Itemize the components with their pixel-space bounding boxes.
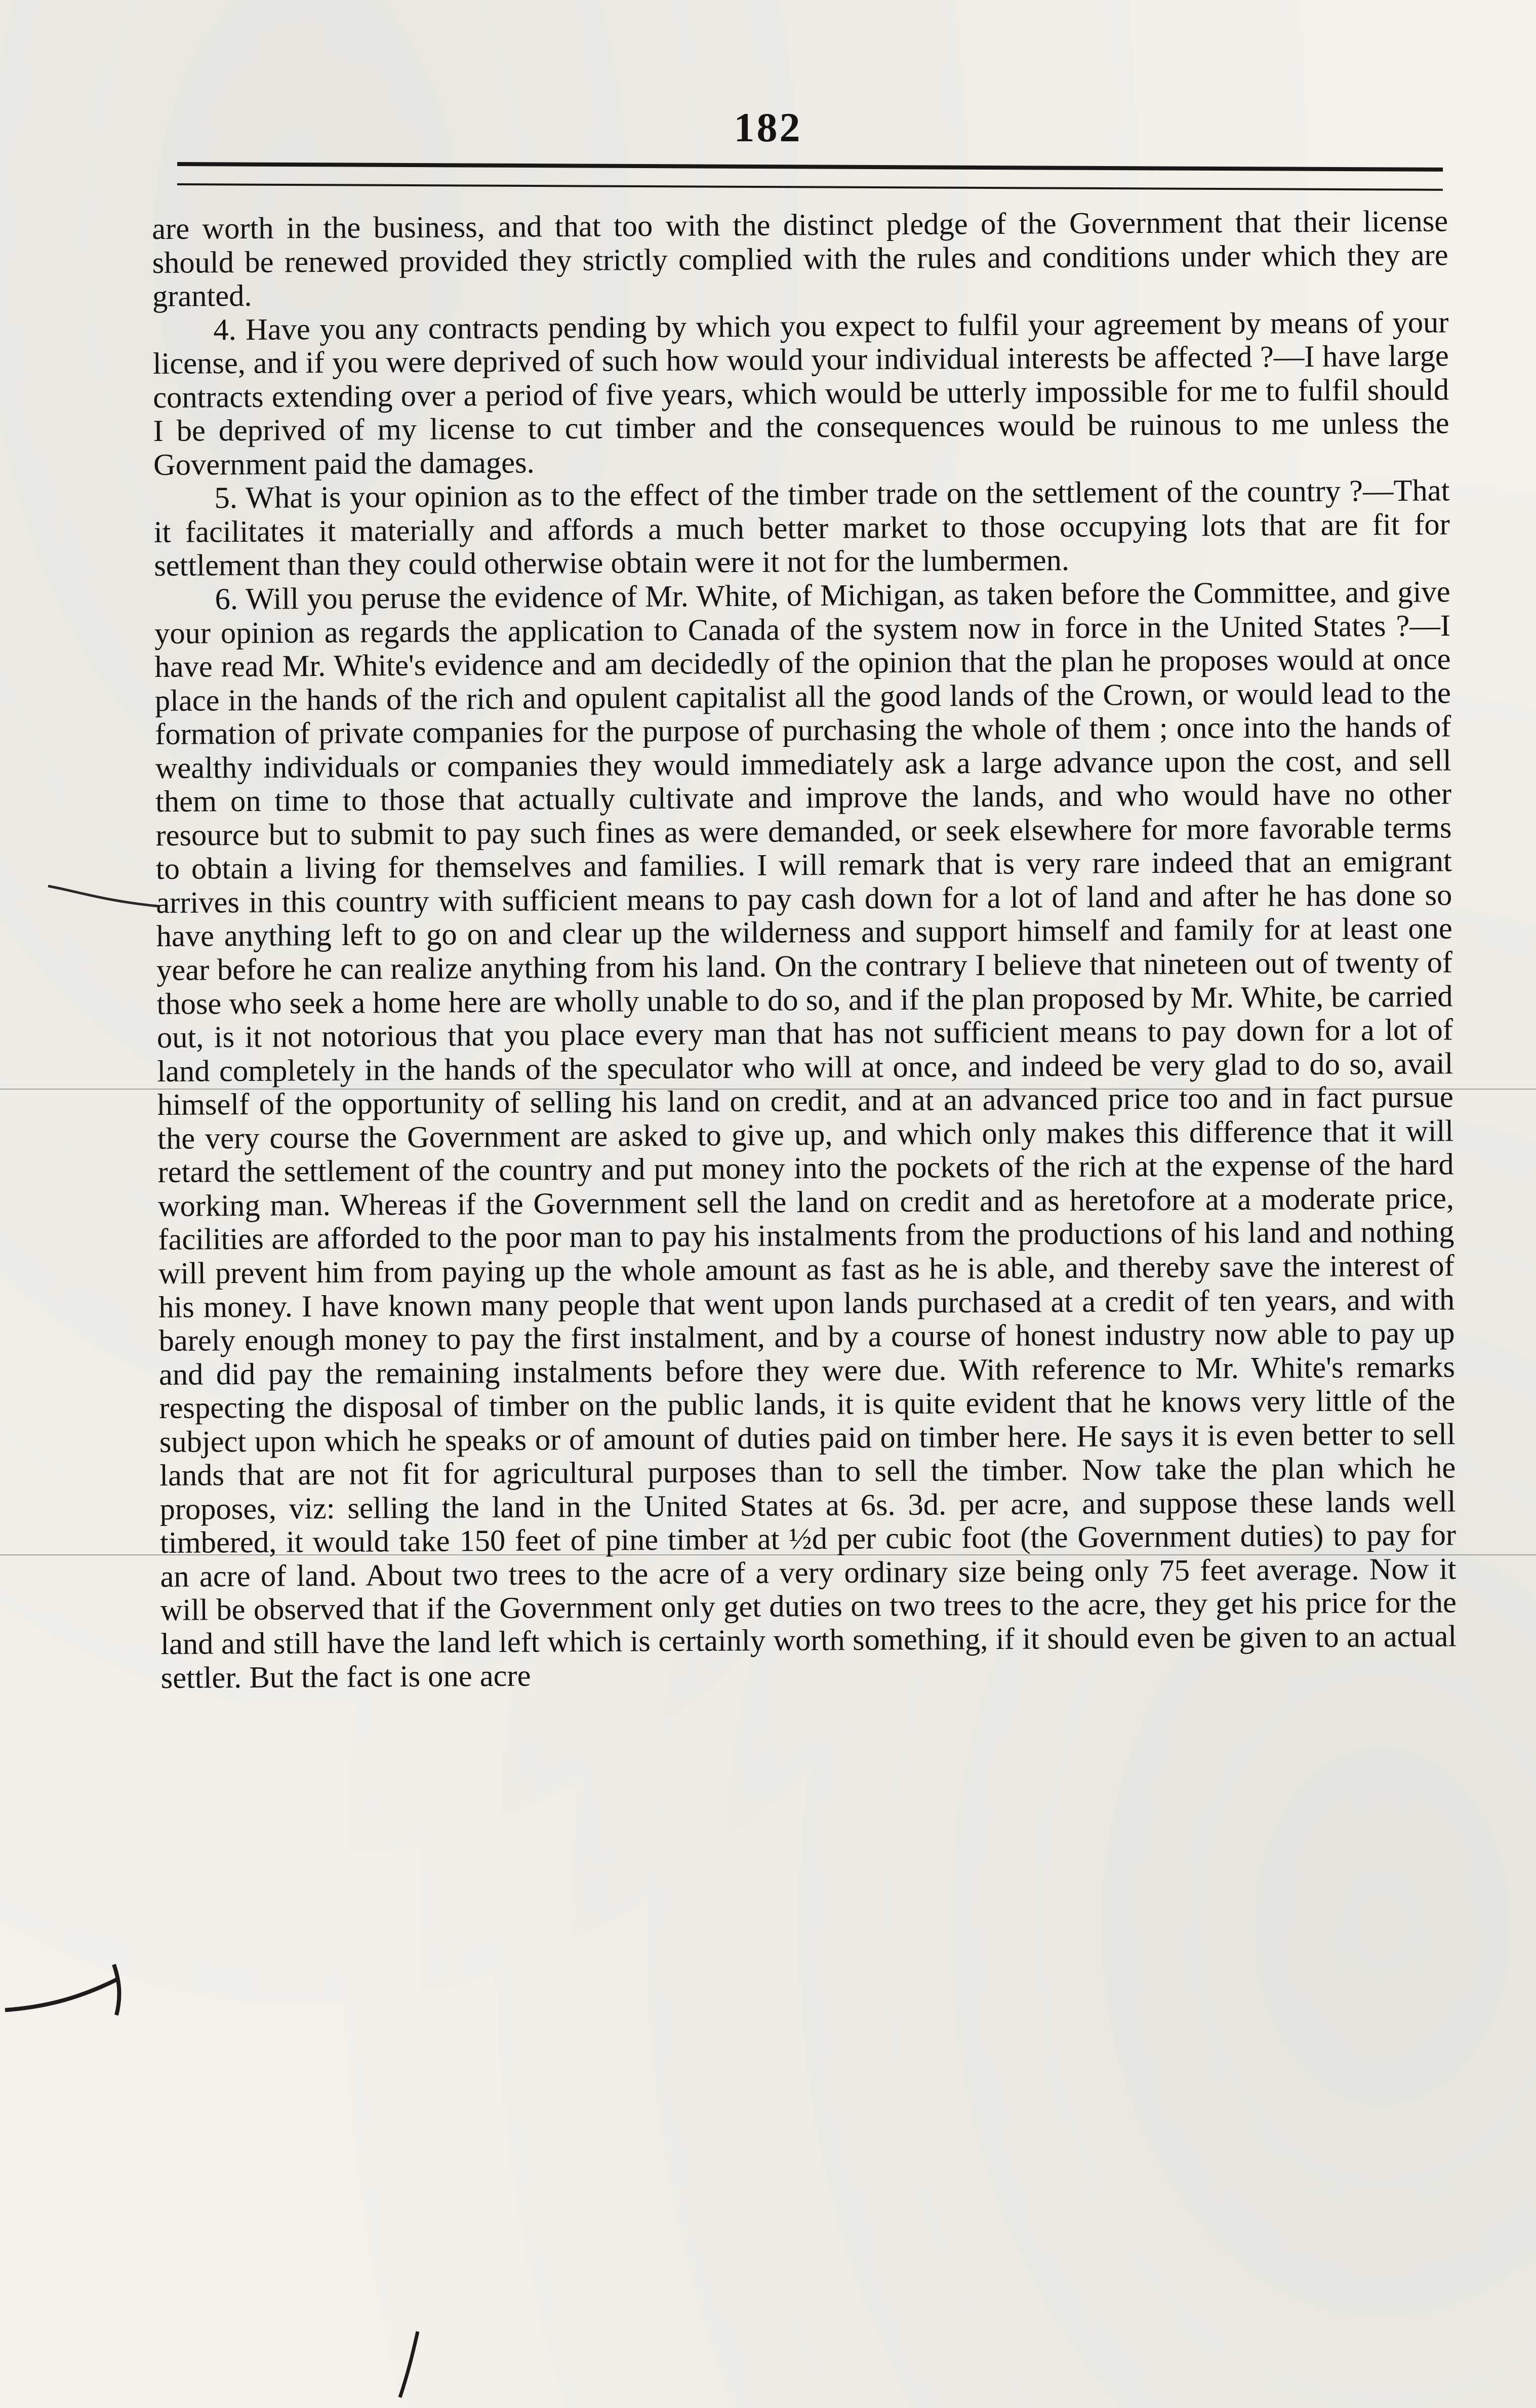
paragraph-question-6: 6. Will you peruse the evidence of Mr. White, of Michigan, as taken before the Committee, and give your opinion as regards the application to Canada of the system now in force in the United States ?—I have read Mr. White's evidence and am decidedly of the opinion that the plan he proposes would at once place in the hands of the rich and opulent capitalist all the good lands of the Crown, or would lead to the formation of private companies for the purpose of purchasing the whole of them ; once into the hands of wealthy individuals or companies they would immediately ask a large advance upon the cost, and sell them on time to those that actually cultivate and improve the lands, and who would have no other resource but to submit to pay such fines as were demanded, or seek elsewhere for more favorable terms to obtain a living for themselves and families. I will remark that is very rare indeed that an emigrant arrives in this country with sufficient means to pay cash down for a lot of land and after he has done so have anything left to go on and clear up the wilderness and support himself and family for at least one year before he can realize anything from his land. On the contrary I believe that nineteen out of twenty of those who seek a home here are wholly unable to do so, and if the plan proposed by Mr. White, be carried out, is it not notorious that you place every man that has not sufficient means to pay down for a lot of land completely in the hands of the speculator who will at once, and indeed be very glad to do so, avail himself of the opportunity of selling his land on credit, and at an advanced price too and in fact pursue the very course the Government are asked to give up, and which only makes this difference that it will retard the settlement of the country and put money into the pockets of the rich at the expense of the hard working man. Whereas if the Government sell the land on credit and as heretofore at a moderate price, facilities are afforded to the poor man to pay his instalments from the productions of his land and nothing will prevent him from paying up the whole amount as fast as he is able, and thereby save the interest of his money. I have known many people that went upon lands purchased at a credit of ten years, and with barely enough money to pay the first instalment, and by a course of honest industry now able to pay up and did pay the remaining instalments before they were due. With reference to Mr. White's remarks respecting the disposal of timber on the public lands, it is quite evident that he knows very little of the subject upon which he speaks or of amount of duties paid on timber here. He says it is even better to sell lands that are not fit for agricultural purposes than to sell the timber. Now take the plan which he proposes, viz: selling the land in the United States at 6s. 3d. per acre, and suppose these lands well timbered, it would take 150 feet of pine timber at ½d per cubic foot (the Government duties) to pay for an acre of land. About two trees to the acre of a very ordinary size being only 75 feet average. Now it will be observed that if the Government only get duties on two trees to the acre, they get his price for the land and still have the land left which is certainly worth something, if it should even be given to an actual settler. But the fact is one acre [154,575,1457,1695]
margin-arrow-mark [0,1959,132,2025]
paragraph-continuation: are worth in the business, and that too with the distinct pledge of the Government that their license should be renewed provided they strictly complied with the rules and conditions under which they are granted. [151,204,1448,314]
paragraph-question-4: 4. Have you any contracts pending by which you expect to fulfil your agreement by means of your license, and if you were deprived of such how would your individual interests be affected ?—I have large contracts extending over a period of five years, which would be utterly impossible for me to fulfil should I be deprived of my license to cut timber and the consequences would be ruinous to me unless the Government paid the damages. [152,305,1449,482]
margin-pen-mark [46,881,162,911]
page-number: 182 [734,104,802,150]
document-body [152,205,1457,1695]
paragraph-question-5: 5. What is your opinion as to the effect of the timber trade on the settlement of the country ?—That it facilitates it materially and affords a much better market to those occupying lots that are fit for settlement than they could otherwise obtain were it not for the lumbermen. [153,473,1450,583]
bottom-pen-mark [390,2329,430,2400]
